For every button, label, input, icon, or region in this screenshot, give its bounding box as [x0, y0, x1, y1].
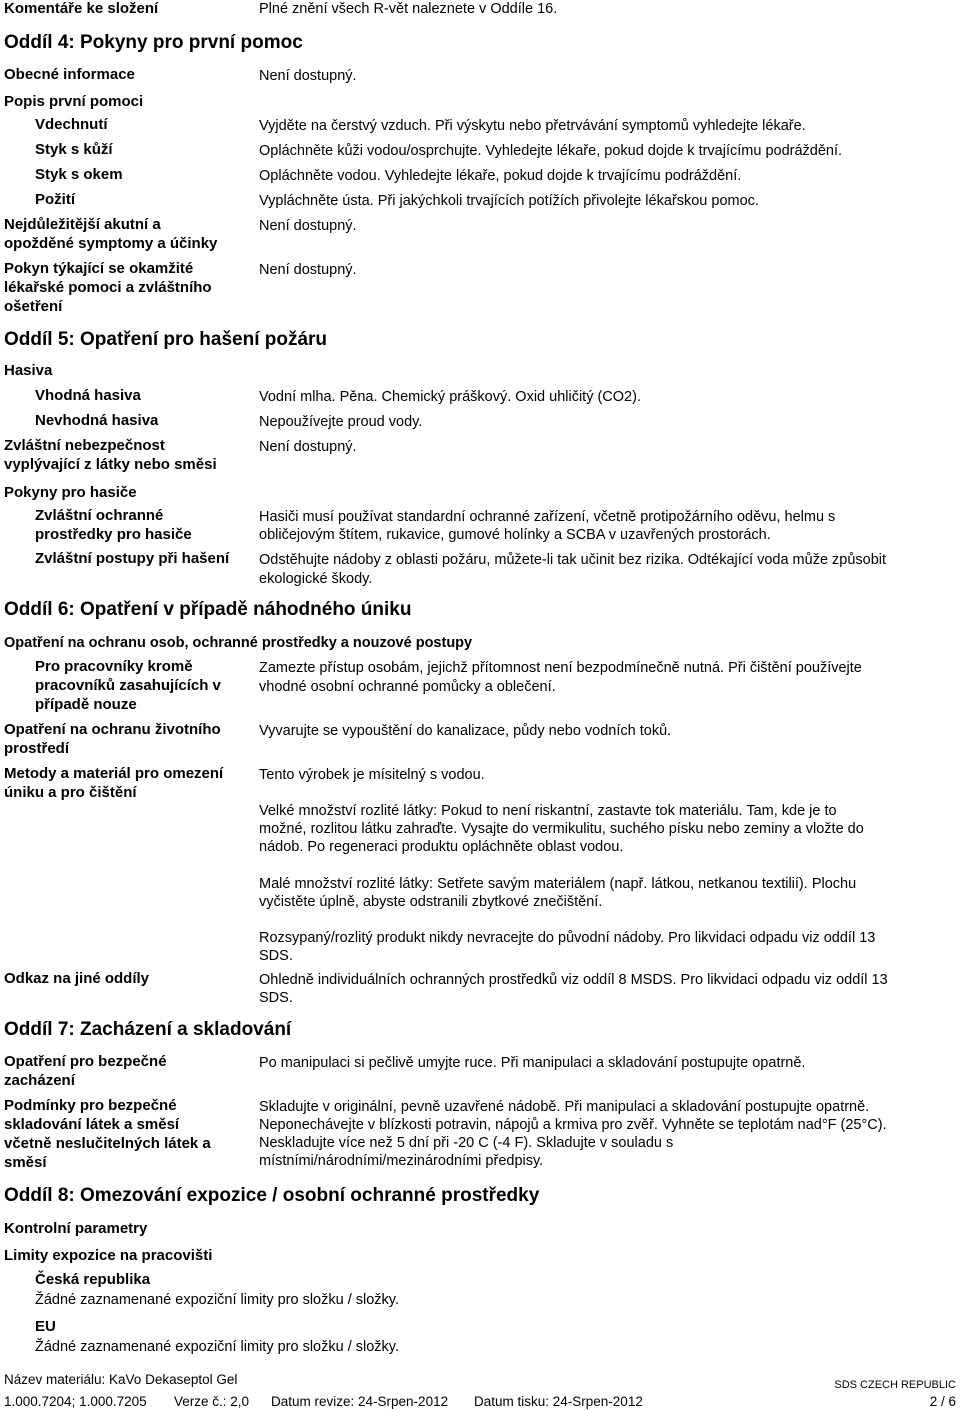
podminky-label-4: směsí — [4, 1154, 47, 1171]
metody-label-1: Metody a materiál pro omezení — [4, 765, 224, 782]
pokyn-label-3: ošetření — [4, 298, 63, 315]
vhodna-value: Vodní mlha. Pěna. Chemický práškový. Oxid uhličitý (CO2). — [259, 389, 641, 405]
podminky-label-2: skladování látek a směsí — [4, 1116, 180, 1133]
odkaz-value-2: SDS. — [259, 990, 293, 1006]
symptomy-value: Není dostupný. — [259, 218, 357, 234]
komentare-value: Plné znění všech R-vět naleznete v Oddíle 16. — [259, 1, 558, 17]
pokyn-value: Není dostupný. — [259, 262, 357, 278]
podminky-value-4: místními/národními/mezinárodními předpisy. — [259, 1153, 544, 1169]
metody-value-1: Tento výrobek je mísitelný s vodou. — [259, 767, 485, 783]
pokyny-hasice-label: Pokyny pro hasiče — [4, 484, 137, 501]
podminky-value-2: Neponechávejte v blízkosti potravin, nápojů a krmiva pro zvěř. Vyhněte se teplotám nad°F (25°C). — [259, 1117, 887, 1133]
vhodna-label: Vhodná hasiva — [35, 387, 141, 404]
male-line-2: vyčistěte úplně, abyste odstranili zbytkové znečištění. — [259, 894, 603, 910]
male-line-1: Malé množství rozlité látky: Setřete savým materiálem (např. látkou, netkanou textilií). Plochu — [259, 876, 857, 892]
cr-value: Žádné zaznamenané expoziční limity pro složku / složky. — [35, 1292, 400, 1308]
ochranne-value-2: obličejovým štítem, rukavice, gumové holínky a SCBA v uzavřených prostorách. — [259, 527, 771, 543]
nebezpecnost-label-2: vyplývající z látky nebo směsi — [4, 456, 217, 473]
nebezpecnost-label-1: Zvláštní nebezpečnost — [4, 437, 165, 454]
osob-label: Opatření na ochranu osob, ochranné prostředky a nouzové postupy — [4, 635, 473, 651]
popis-label: Popis první pomoci — [4, 93, 144, 110]
postupy-value-1: Odstěhujte nádoby z oblasti požáru, můžete-li tak učinit bez rizika. Odtékající voda může způsobit — [259, 552, 887, 568]
prostredi-label-1: Opatření na ochranu životního — [4, 721, 221, 738]
ochranne-value-1: Hasiči musí používat standardní ochranné zařízení, včetně protipožárního oděvu, helmu s — [259, 509, 836, 525]
obecne-value: Není dostupný. — [259, 68, 357, 84]
pracovnici-value-2: vhodné osobní ochranné pomůcky a oblečení. — [259, 679, 556, 695]
velke-line-3: nádob. Po regeneraci produktu opláchněte oblast vodou. — [259, 839, 624, 855]
obecne-label: Obecné informace — [4, 66, 135, 83]
postupy-value-2: ekologické škody. — [259, 571, 373, 587]
odkaz-label: Odkaz na jiné oddíly — [4, 970, 150, 987]
hasiva-label: Hasiva — [4, 362, 53, 379]
podminky-value-3: Neskladujte více než 5 dní při -20 C (-4 F). Skladujte v souladu s — [259, 1135, 674, 1151]
bezpecne-label-2: zacházení — [4, 1072, 75, 1089]
footer-material: Název materiálu: KaVo Dekaseptol Gel — [4, 1372, 238, 1387]
prostredi-label-2: prostředí — [4, 740, 70, 757]
section-5-title: Oddíl 5: Opatření pro hašení požáru — [4, 329, 328, 350]
ochranne-label-2: prostředky pro hasiče — [35, 526, 192, 543]
pokyn-label-1: Pokyn týkající se okamžité — [4, 260, 194, 277]
postupy-label: Zvláštní postupy při hašení — [35, 550, 230, 567]
pracovnici-label-2: pracovníků zasahujících v — [35, 677, 221, 694]
podminky-label-1: Podmínky pro bezpečné — [4, 1097, 177, 1114]
nebezpecnost-value: Není dostupný. — [259, 439, 357, 455]
nevhodna-value: Nepoužívejte proud vody. — [259, 414, 423, 430]
limity-label: Limity expozice na pracovišti — [4, 1247, 213, 1264]
ochranne-label-1: Zvláštní ochranné — [35, 507, 164, 524]
kuze-value: Opláchněte kůži vodou/osprchujte. Vyhledejte lékaře, pokud dojde k trvajícímu podráždění. — [259, 143, 843, 159]
rozsypany-line-1: Rozsypaný/rozlitý produkt nikdy nevracejte do původní nádoby. Pro likvidaci odpadu viz oddíl 13 — [259, 930, 876, 946]
cr-label: Česká republika — [35, 1271, 151, 1288]
komentare-label: Komentáře ke složení — [4, 0, 159, 17]
footer-sds: SDS CZECH REPUBLIC — [834, 1379, 956, 1391]
footer-page-number: 2 / 6 — [929, 1394, 956, 1409]
symptomy-label-2: opožděné symptomy a účinky — [4, 235, 218, 252]
prostredi-value: Vyvarujte se vypouštění do kanalizace, půdy nebo vodních toků. — [259, 723, 672, 739]
oko-label: Styk s okem — [35, 166, 123, 183]
section-8-title: Oddíl 8: Omezování expozice / osobní ochranné prostředky — [4, 1185, 540, 1206]
velke-line-2: možné, rozlitou látku zahraďte. Vysajte do vermikulitu, suchého písku nebo zeminy a vložte do — [259, 821, 864, 837]
pracovnici-value-1: Zamezte přístup osobám, jejichž přítomnost není bezpodmínečně nutná. Při čištění používejte — [259, 660, 862, 676]
rozsypany-line-2: SDS. — [259, 948, 293, 964]
kontrolni-label: Kontrolní parametry — [4, 1220, 148, 1237]
pokyn-label-2: lékařské pomoci a zvláštního — [4, 279, 212, 296]
kuze-label: Styk s kůží — [35, 141, 113, 158]
metody-label-2: úniku a pro čištění — [4, 784, 137, 801]
odkaz-value-1: Ohledně individuálních ochranných prostředků viz oddíl 8 MSDS. Pro likvidaci odpadu viz oddíl 13 — [259, 972, 888, 988]
pracovnici-label-1: Pro pracovníky kromě — [35, 658, 193, 675]
vdechnuti-value: Vyjděte na čerstvý vzduch. Při výskytu nebo přetrvávání symptomů vyhledejte lékaře. — [259, 118, 806, 134]
vdechnuti-label: Vdechnutí — [35, 116, 108, 133]
bezpecne-label-1: Opatření pro bezpečné — [4, 1053, 167, 1070]
section-7-title: Oddíl 7: Zacházení a skladování — [4, 1019, 292, 1040]
pracovnici-label-3: případě nouze — [35, 696, 137, 713]
section-4-title: Oddíl 4: Pokyny pro první pomoc — [4, 32, 303, 53]
symptomy-label-1: Nejdůležitější akutní a — [4, 216, 161, 233]
footer-tisk: Datum tisku: 24-Srpen-2012 — [474, 1394, 643, 1409]
section-6-title: Oddíl 6: Opatření v případě náhodného úniku — [4, 599, 412, 620]
velke-line-1: Velké množství rozlité látky: Pokud to není riskantní, zastavte tok materiálu. Tam, kde je to — [259, 803, 837, 819]
footer-verze: Verze č.: 2,0 — [174, 1394, 250, 1409]
poziti-label: Požití — [35, 191, 75, 208]
footer-revize: Datum revize: 24-Srpen-2012 — [271, 1394, 449, 1409]
eu-value: Žádné zaznamenané expoziční limity pro složku / složky. — [35, 1339, 400, 1355]
eu-label: EU — [35, 1318, 56, 1335]
oko-value: Opláchněte vodou. Vyhledejte lékaře, pokud dojde k trvajícímu podráždění. — [259, 168, 742, 184]
poziti-value: Vypláchněte ústa. Při jakýchkoli trvajících potížích přivolejte lékařskou pomoc. — [259, 193, 759, 209]
bezpecne-value: Po manipulaci si pečlivě umyjte ruce. Při manipulaci a skladování postupujte opatrně. — [259, 1055, 806, 1071]
nevhodna-label: Nevhodná hasiva — [35, 412, 159, 429]
footer-codes: 1.000.7204; 1.000.7205 — [4, 1394, 147, 1409]
podminky-value-1: Skladujte v originální, pevně uzavřené nádobě. Při manipulaci a skladování postupujte opatrně. — [259, 1099, 870, 1115]
podminky-label-3: včetně neslučitelných látek a — [4, 1135, 211, 1152]
